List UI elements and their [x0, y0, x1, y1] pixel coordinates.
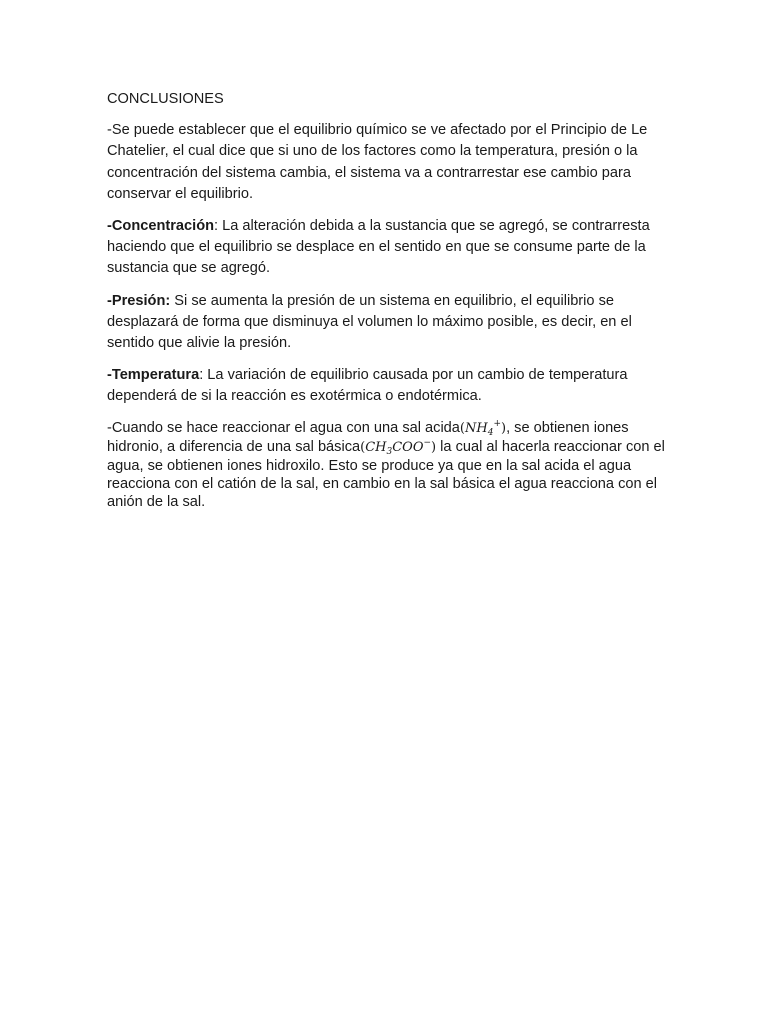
- formula-acetate: $(CH_3COO^-)$: [360, 437, 437, 457]
- intro-paragraph: -Se puede establecer que el equilibrio químico se ve afectado por el Principio de Le Chatelier, el cual dice que si uno de los factores como la temperatura, presión o la concentración del sistema cambia, el sistema va a contrarrestar ese cambio para conservar el equilibrio.: [107, 122, 648, 202]
- concentracion-text: : La alteración debida a la sustancia que se agregó, se contrarresta haciendo que el equilibrio se desplace en el sentido en que se consume parte de la sustancia que se agregó.: [107, 218, 650, 277]
- sales-text-2: , se obtienen iones hidronio, a diferencia de una sal básica: [107, 419, 629, 455]
- temperatura-label: -Temperatura: [107, 367, 200, 384]
- formula-ammonium: $(NH_4^+)$: [459, 418, 507, 438]
- sales-text-3: la cual al hacerla reaccionar con el agua, se obtienen iones hidroxilo. Esto se produce ya que en la sal acida el agua reacciona con el catión de la sal, en cambio en la sal básica el agua reacciona con el anión de la sal.: [107, 438, 665, 510]
- formula-acetate-base-b: COO: [392, 439, 424, 455]
- document-page: [107, 89, 667, 522]
- formula-acetate-sup: −: [423, 437, 432, 448]
- presion-label: -Presión:: [107, 292, 171, 309]
- formula-ammonium-sub: 4: [487, 427, 494, 438]
- concentracion-paragraph: [107, 216, 667, 280]
- temperatura-paragraph: [107, 365, 667, 407]
- presion-paragraph: [107, 291, 667, 355]
- formula-ammonium-sup: +: [493, 418, 501, 429]
- sales-paragraph: [107, 419, 667, 511]
- presion-text: Si se aumenta la presión de un sistema en equilibrio, el equilibrio se desplazará de forma que disminuya el volumen lo máximo posible, es decir, en el sentido que alivie la presión.: [107, 292, 632, 352]
- formula-acetate-sub: 3: [386, 446, 393, 457]
- temperatura-text: : La variación de equilibrio causada por un cambio de temperatura dependerá de si la reacción es exotérmica o endotérmica.: [107, 367, 628, 405]
- sales-text-1: -Cuando se hace reaccionar el agua con una sal acida: [107, 419, 460, 436]
- formula-acetate-base-a: CH: [365, 439, 387, 455]
- document-heading: CONCLUSIONES: [107, 91, 224, 107]
- formula-ammonium-base: NH: [465, 420, 488, 436]
- concentracion-label: -Concentración: [107, 218, 215, 235]
